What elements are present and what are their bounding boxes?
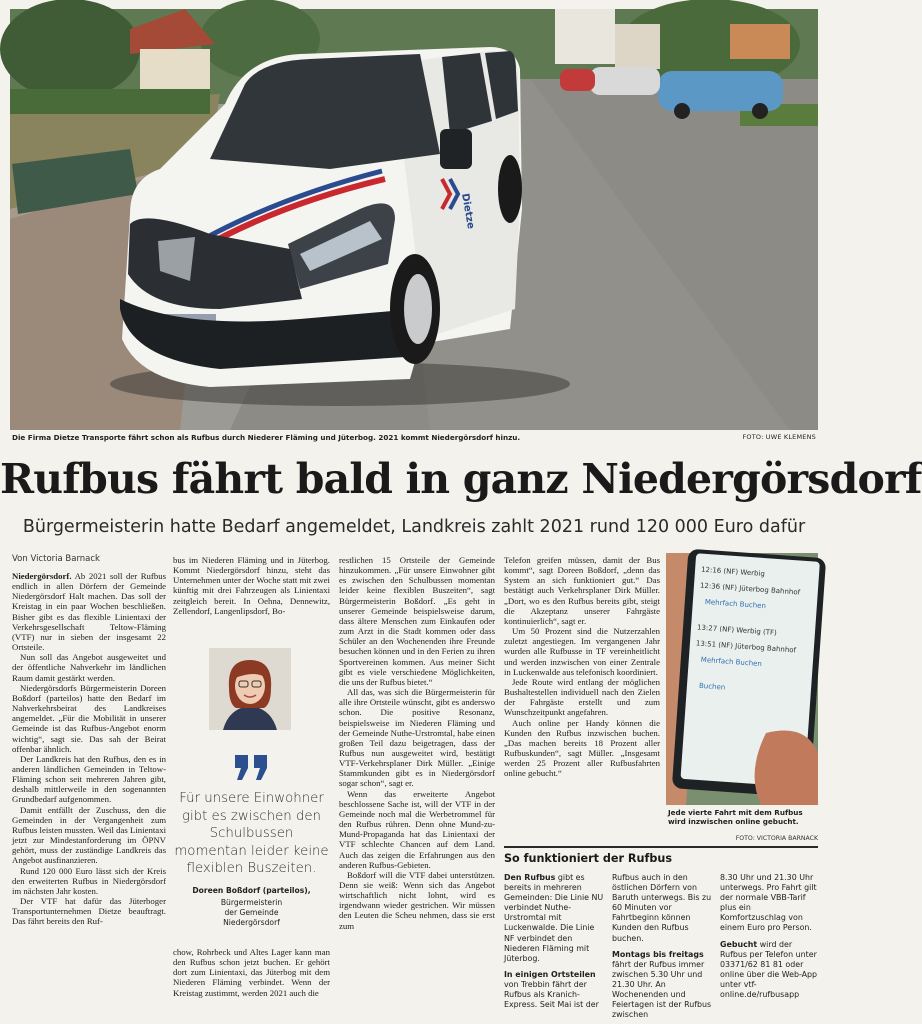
van-photo [10,9,818,430]
paragraph: Der Landkreis hat den Rufbus, den es in anderen ländlichen Gemeinden in Teltow-Fläming schon seit mehreren Jahren gibt, deshalb mittlerweile in den sogenannten Grundbedarf aufgenommen. [12,753,166,805]
info-box-rule [504,846,818,848]
app-row: 12:16 (NF) Werbig [700,565,766,579]
headline: Rufbus fährt bald in ganz Niedergörsdorf [0,455,922,503]
paragraph: restlichen 15 Ortsteile der Gemeinde hinzukommen. „Für unsere Einwohner gibt es zwischen den Schulbussen momentan leider keine flexiblen Buszeiten“, sagt Bürgermeisterin Boßdorf. „Es geht in unserer Gemeinde beispielsweise darum, dass ältere Menschen zum Einkaufen oder zum Arzt in die Stadt kommen oder dass Schüler an den Wochenenden ihre Freunde besuchen können und in den Ferien zu ihren Sportvereinen kommen. Aus meiner Sicht gibt es viele verschiedene Möglichkeiten, die uns der Rufbus bietet.“ [339,555,495,687]
paragraph: Niedergörsdorfs Bürgermeisterin Doreen Boßdorf (parteilos) hatte den Bedarf im Nahverkehrsbeirat des Landkreises angemeldet. „Für die Mobilität in unserer Gemeinde ist das Rufbus-Angebot enorm wichtig“, sagt sie. Das sah der Beirat offenbar ähnlich. [12,682,166,754]
app-row: Mehrfach Buchen [704,597,767,611]
photo-caption: Die Firma Dietze Transporte fährt schon als Rufbus durch Niederer Fläming und Jüterbog. 2021 kommt Niedergörsdorf hinzu. [12,433,521,442]
paragraph: bus im Niederen Fläming und in Jüterbog. Kommt Niedergörsdorf hinzu, steht das Unternehmen unter der Woche statt mit zwei künftig mit drei Fahrzeugen als Linientaxi zeitgleich bereit. In Oehna, Dennewitz, Zellendorf, Langenlipsdorf, Bo- [173,555,330,616]
phone-credit: FOTO: VICTORIA BARNACK [735,835,818,842]
article-column-4 [504,555,660,843]
paragraph: Jede Route wird entlang der möglichen Bushaltestellen individuell nach den Zielen der Fahrgäste erstellt und zum Wunschzeitpunkt angefahren. [504,676,660,718]
article-column-2-bottom [173,947,330,1019]
byline: Von Victoria Barnack [12,554,100,564]
pull-quote-role: Bürgermeisterin der Gemeinde Niedergörsdorf [220,898,283,927]
info-box-column-1: Den Rufbus gibt es bereits in mehreren Gemeinden: Die Linie NU verbindet Nuthe-Urstromtal mit Luckenwalde. Die Linie NF verbindet den Niederen Fläming mit Jüterbog. In einigen Ortsteilen von Trebbin fährt der Rufbus als Kranich-Express. Seit Mai ist der [504,873,604,1010]
paragraph: chow, Rohrbeck und Altes Lager kann man den Rufbus schon jetzt buchen. Er gehört dort zum Linientaxi, das Jüterbog mit dem Niederen Fläming verbindet. Wenn der Kreistag zustimmt, werden 2021 auch die [173,947,330,998]
quote-mark-icon [232,752,272,782]
pull-quote-author: Doreen Boßdorf (parteilos), [192,886,311,895]
phone-photo [666,553,818,805]
info-box-column-2: Rufbus auch in den östlichen Dörfern von Baruth unterwegs. Bis zu 60 Minuten vor Fahrtbeginn können Kunden den Rufbus buchen. Montags bis freitags fährt der Rufbus immer zwischen 5.30 Uhr und 21.30 Uhr. An Wochenenden und Feiertagen ist der Rufbus zwischen [612,873,712,1020]
paragraph: Wenn das erweiterte Angebot beschlossene Sache ist, will der VTF in der Gemeinde noch mal die Werbetrommel für den Rufbus rühren. Denn ohne Mund-zu-Mund-Propaganda hat das Linientaxi der VTF schlechte Chancen auf dem Land. Auch das zeigen die Erfahrungen aus den anderen Rufbus-Gebieten. [339,788,495,870]
app-row: 12:36 (NF) Jüterbog Bahnhof [699,581,801,597]
paragraph: Rund 120 000 Euro lässt sich der Kreis den erweiterten Rufbus in Niedergörsdorf im nächsten Jahr kosten. [12,865,166,896]
paragraph: All das, was sich die Bürgermeisterin für alle ihre Ortsteile wünscht, gibt es anderswo schon. Die positive Resonanz, beispielsweise im Niederen Fläming und der Gemeinde Nuthe-Urstromtal, habe einen großen Teil dazu beigetragen, dass der Rufbus nun ausgeweitet wird, bestätigt VTF-Verkehrsplaner Dirk Müller. „Einige Stammkunden gibt es in Niedergörsdorf sogar schon“, sagt er. [339,687,495,789]
article-column-3 [339,555,495,1019]
portrait-photo [209,648,291,730]
info-box-title: So funktioniert der Rufbus [504,852,672,865]
article-column-1 [12,571,166,1019]
paragraph: Der VTF hat dafür das Jüterboger Transportunternehmen Dietze beauftragt. Das fährt bereits den Ruf- [12,896,166,927]
paragraph: Telefon greifen müssen, damit der Bus kommt“, sagt Doreen Boßdorf, „denn das System an sich funktioniert gut.“ Das bestätigt auch Verkehrsplaner Dirk Müller. „Dort, wo es den Rufbus bereits gibt, steigt die Akzeptanz unserer Fahrgäste kontinuierlich“, sagt er. [504,555,660,626]
app-row: 13:27 (NF) Werbig (TF) [696,623,778,638]
pull-quote-text: Für unsere Einwohner gibt es zwischen den Schulbussen momentan leider keine flexiblen Buszeiten. [174,791,329,876]
photo-caption-bar [10,432,818,444]
paragraph: Um 50 Prozent sind die Nutzerzahlen zuletzt angestiegen. Im vergangenen Jahr wurden alle Rufbusse in TF vereinheitlicht und werden inzwischen von einer Zentrale in Luckenwalde aus telefonisch koordiniert. [504,626,660,677]
phone-caption: Jede vierte Fahrt mit dem Rufbus wird inzwischen online gebucht. [668,808,803,827]
paragraph: Boßdorf will die VTF dabei unterstützen. Denn sie weiß: Wenn sich das Angebot wirtschaftlich nicht lohnt, wird es irgendwann wieder gestrichen. Wir müssen den Leuten die Scheu nehmen, dass sie erst zum [339,869,495,931]
app-row: Buchen [698,681,726,692]
paragraph: Auch online per Handy können die Kunden den Rufbus inzwischen buchen. „Das machen bereits 18 Prozent aller Rufbuskunden“, sagt Müller. „Insgesamt werden 25 Prozent aller Rufbusfahrten online gebucht.“ [504,717,660,779]
paragraph: Damit entfällt der Zuschuss, den die Gemeinden in der Vergangenheit zum Rufbus leisten mussten. Weil das Linientaxi jetzt zur Mindestanforderung im ÖPNV gehört, muss der zuständige Landkreis das Angebot ausfinanzieren. [12,804,166,866]
app-row: Mehrfach Buchen [700,655,763,669]
app-row: 13:51 (NF) Jüterbog Bahnhof [695,639,797,655]
van-logo-text: Dietze [459,192,477,230]
info-box-column-3: 8.30 Uhr und 21.30 Uhr unterwegs. Pro Fahrt gilt der normale VBB-Tarif plus ein Komfortzuschlag von einem Euro pro Person. Gebucht wird der Rufbus per Telefon unter 03371/62 81 81 oder online über die Web-App unter vtf-online.de/rufbusapp [720,873,818,1000]
paragraph: Nun soll das Angebot ausgeweitet und der öffentliche Nahverkehr im ländlichen Raum damit gestärkt werden. [12,652,166,683]
dateline: Niedergörsdorf. [12,571,72,581]
subheadline: Bürgermeisterin hatte Bedarf angemeldet, Landkreis zahlt 2021 rund 120 000 Euro dafür [22,517,806,537]
paragraph: Niedergörsdorf. Ab 2021 soll der Rufbus endlich in allen Dörfern der Gemeinde Niedergörsdorf Halt machen. Das soll der Kreistag in ein paar Wochen beschließen. Bisher gibt es das flexible Linientaxi der Verkehrsgesellschaft Teltow-Fläming (VTF) nur in sieben der insgesamt 22 Ortsteile. [12,571,166,653]
photo-credit: FOTO: UWE KLEMENS [742,433,816,441]
